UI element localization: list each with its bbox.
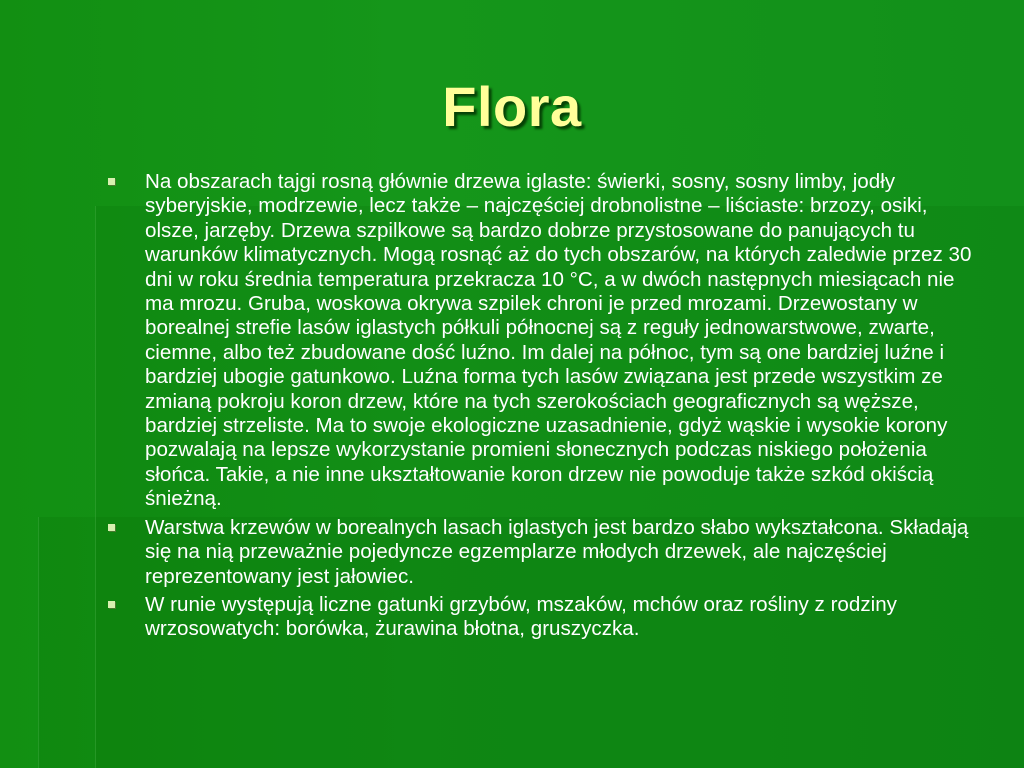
- bullet-item: [108, 593, 983, 642]
- background-panel-edge: [38, 517, 39, 768]
- bullet-text: Na obszarach tajgi rosną głównie drzewa iglaste: świerki, sosny, sosny limby, jodły syberyjskie, modrzewie, lecz także – najczęściej drobnolistne – liściaste: brzozy, osiki, olsze, jarzęby. Drzewa szpilkowe są bardzo dobrze przystosowane do panujących tu warunków klimatycznych. Mogą rosnąć aż do tych obszarów, na których zaledwie przez 30 dni w roku średnia temperatura przekracza 10 °C, a w dwóch następnych miesiącach nie ma mrozu. Gruba, woskowa okrywa szpilek chroni je przed mrozami. Drzewostany w borealnej strefie lasów iglastych półkuli północnej są z reguły jednowarstwowe, zwarte, ciemne, albo też zbudowane dość luźno. Im dalej na północ, tym są one bardziej luźne i bardziej ubogie gatunkowo. Luźna forma tych lasów związana jest przede wszystkim ze zmianą pokroju koron drzew, które na tych szerokościach geograficznych są węższe, bardziej strzeliste. Ma to swoje ekologiczne uzasadnienie, gdyż wąskie i wysokie korony pozwalają na lepsze wykorzystanie promieni słonecznych podczas niskiego położenia słońca. Takie, a nie inne ukształtowanie koron drzew nie powoduje także szkód okiścią śnieżną.: [145, 170, 972, 511]
- slide-title: Flora: [442, 75, 582, 138]
- square-bullet-icon: [108, 178, 115, 185]
- square-bullet-icon: [108, 524, 115, 531]
- bullet-item: [108, 516, 983, 589]
- bullet-text: Warstwa krzewów w borealnych lasach iglastych jest bardzo słabo wykształcona. Składają się na nią przeważnie pojedyncze egzemplarze młodych drzewek, ale najczęściej reprezentowany jest jałowiec.: [145, 515, 969, 588]
- bullet-text: W runie występują liczne gatunki grzybów, mszaków, mchów oraz rośliny z rodziny wrzosowatych: borówka, żurawina błotna, gruszyczka.: [145, 592, 897, 641]
- bullet-list: [108, 170, 983, 646]
- square-bullet-icon: [108, 601, 115, 608]
- background-panel-edge: [95, 206, 96, 768]
- bullet-item: [108, 170, 983, 512]
